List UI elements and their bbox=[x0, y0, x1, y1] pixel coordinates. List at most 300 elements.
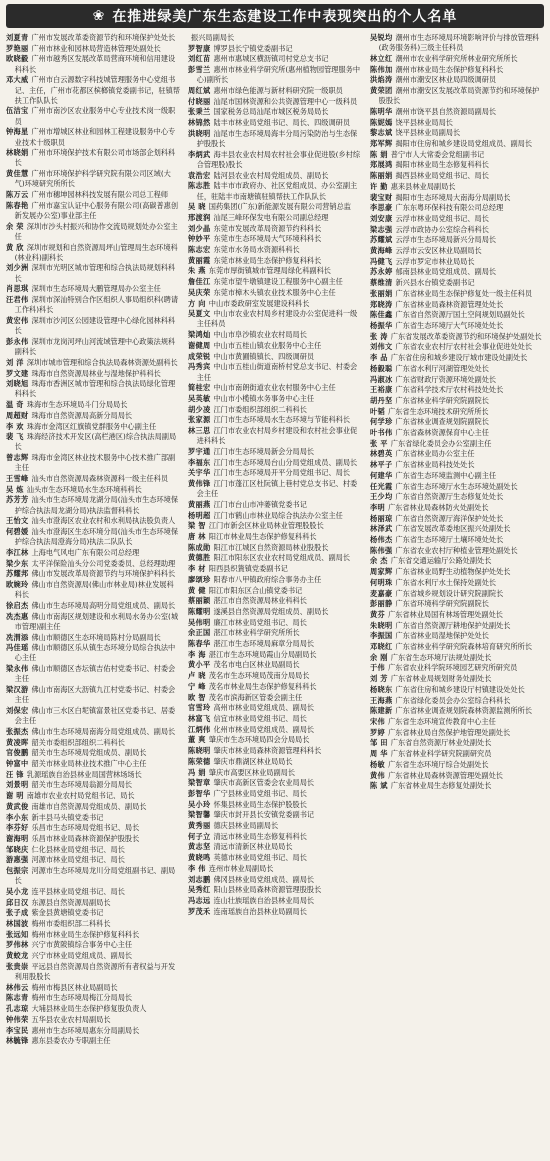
person-name: 廖颂珍 bbox=[188, 574, 211, 584]
list-item bbox=[6, 453, 180, 473]
person-name: 罗艳丽 bbox=[6, 43, 29, 53]
list-item bbox=[6, 664, 180, 684]
list-item bbox=[188, 479, 362, 499]
list-item bbox=[370, 375, 544, 385]
list-item bbox=[188, 150, 362, 170]
list-item bbox=[370, 621, 544, 631]
person-name: 陈志青 bbox=[6, 993, 29, 1003]
person-name: 江炳伟 bbox=[188, 724, 211, 734]
person-name: 唐 林 bbox=[188, 532, 206, 542]
list-item bbox=[6, 770, 180, 780]
person-name: 杨明超 bbox=[188, 510, 211, 520]
list-item bbox=[370, 449, 544, 459]
person-name: 黄凌晖 bbox=[6, 737, 29, 747]
list-item bbox=[370, 203, 544, 213]
person-name: 卢 晓 bbox=[188, 671, 206, 681]
list-item bbox=[188, 266, 362, 276]
person-affiliation: 广东省林业科学研究院森林培育研究所所长 bbox=[395, 642, 533, 652]
person-affiliation: 江门市生态环境局开平分局党组书记、局长 bbox=[213, 468, 351, 478]
list-item bbox=[370, 385, 544, 395]
list-item bbox=[370, 246, 544, 256]
list-item bbox=[188, 725, 362, 735]
person-affiliation: 揭阳市住房和城乡建设局党组成员、副局长 bbox=[395, 139, 533, 149]
list-item bbox=[188, 234, 362, 244]
person-name: 谢 明 bbox=[6, 791, 24, 801]
person-name: 游惠强 bbox=[6, 855, 29, 865]
person-name: 李明 bbox=[370, 502, 385, 512]
person-affiliation: 乳源瑶族自治县林业局国营林场场长 bbox=[26, 769, 142, 779]
list-item bbox=[6, 898, 180, 908]
person-name: 关宇华 bbox=[188, 468, 211, 478]
person-affiliation: 太平洋保险汕头分公司党委委员、总经理助理 bbox=[31, 558, 176, 568]
person-affiliation: 清远市清新区林业局局长 bbox=[213, 842, 293, 852]
list-item bbox=[188, 118, 362, 128]
list-item bbox=[370, 33, 544, 53]
person-name: 许 勤 bbox=[370, 181, 388, 191]
page-title: 在推进绿美广东生态建设工作中表现突出的个人名单 bbox=[112, 9, 458, 25]
list-item bbox=[6, 855, 180, 865]
list-item bbox=[188, 256, 362, 266]
person-name: 钟海星 bbox=[6, 127, 29, 137]
person-affiliation: 广东省城乡规划设计研究院副院长 bbox=[395, 588, 504, 598]
list-item bbox=[370, 128, 544, 138]
list-item bbox=[370, 471, 544, 481]
person-name: 林平子 bbox=[370, 460, 393, 470]
person-affiliation: 惠州市生态环境局惠东分局副局长 bbox=[31, 1025, 140, 1035]
person-affiliation: 惠来县林业局副局长 bbox=[390, 181, 456, 191]
person-name: 张子成 bbox=[6, 908, 29, 918]
person-name: 方 向 bbox=[188, 298, 206, 308]
person-affiliation: 梅州市委组织部二科科长 bbox=[31, 919, 111, 929]
list-item bbox=[188, 129, 362, 149]
person-affiliation: 汕尾市国林资源和公共资源管理中心一级科员 bbox=[213, 96, 358, 106]
person-name: 黄秀丽 bbox=[188, 821, 211, 831]
person-name: 林立红 bbox=[370, 53, 393, 63]
person-affiliation: 韶关市生态环境局党组成员、副局长 bbox=[31, 748, 147, 758]
list-item bbox=[188, 521, 362, 531]
list-item bbox=[6, 54, 180, 74]
person-affiliation: 清远市林业局生态修复科科长 bbox=[213, 831, 307, 841]
title-banner bbox=[6, 4, 544, 28]
person-name: 邓晓红 bbox=[370, 642, 393, 652]
person-affiliation: 揭阳市生态环境局大南海分局副局长 bbox=[395, 192, 511, 202]
person-name: 李江林 bbox=[6, 547, 29, 557]
list-item bbox=[188, 693, 362, 703]
person-name: 于伟 bbox=[370, 663, 385, 673]
list-item bbox=[6, 633, 180, 643]
person-affiliation: 怀集县林业局生态保护股股长 bbox=[213, 799, 307, 809]
person-affiliation: 汕尾三峰环保发电有限公司副总经理 bbox=[213, 212, 329, 222]
list-item bbox=[370, 107, 544, 117]
person-affiliation: 肇庆市鼎湖区林业局局长 bbox=[213, 756, 293, 766]
list-item bbox=[370, 771, 544, 781]
person-affiliation: 乐昌市生态环境局党组书记、局长 bbox=[31, 823, 140, 833]
list-item bbox=[188, 33, 362, 43]
person-affiliation: 惠州市绿色能源与新材料研究院一级职员 bbox=[213, 86, 343, 96]
person-affiliation: 深圳市沙河区公园建设管理中心绿化园林科科长 bbox=[14, 315, 176, 336]
person-name: 詹佳江 bbox=[188, 277, 211, 287]
person-name: 伍洁宝 bbox=[6, 106, 29, 116]
person-name: 李 品 bbox=[370, 353, 388, 363]
person-affiliation: 肇庆市封开县长安镇党委副书记 bbox=[213, 810, 315, 820]
list-item bbox=[188, 394, 362, 404]
list-item bbox=[6, 432, 180, 452]
person-name: 陈佳鑫 bbox=[370, 310, 393, 320]
list-item bbox=[6, 823, 180, 833]
list-item bbox=[6, 559, 180, 569]
person-name: 陈志宏 bbox=[188, 245, 211, 255]
person-affiliation: 广东省林业局生态保护修复处一级主任科员 bbox=[395, 288, 533, 298]
person-affiliation: 肇庆市林业局森林资源管理科科长 bbox=[213, 746, 322, 756]
person-affiliation: 潮州市林业局生态保护修复科科长 bbox=[395, 64, 504, 74]
person-name: 林锦然 bbox=[188, 118, 211, 128]
list-item bbox=[188, 97, 362, 107]
person-name: 胡丹坚 bbox=[370, 395, 393, 405]
person-affiliation: 汕头市澄海区农业农村和水利局执法股负责人 bbox=[31, 516, 176, 526]
person-name: 黄晓鸣 bbox=[188, 853, 211, 863]
list-item bbox=[6, 930, 180, 940]
person-affiliation: 广州市增城区林业和园林工程建设服务中心专业技术十级职员 bbox=[14, 127, 176, 147]
list-item bbox=[6, 44, 180, 54]
person-affiliation: 广东省自然资源厅国土空间规划局副处长 bbox=[395, 310, 525, 320]
person-affiliation: 兴宁市林业局党组成员、副局长 bbox=[31, 951, 133, 961]
person-affiliation: 陆河县农业农村局党组成员、副局长 bbox=[213, 170, 329, 180]
person-name: 吴 晓 bbox=[188, 202, 206, 212]
person-affiliation: 深圳市城市管理和综合执法局森林资源处副科长 bbox=[26, 357, 178, 367]
list-item bbox=[370, 760, 544, 770]
person-name: 梁鸿灿 bbox=[188, 330, 211, 340]
person-affiliation: 广东省林业局国有林场管理处副处长 bbox=[387, 609, 503, 619]
person-name: 陈志胜 bbox=[188, 181, 211, 191]
person-name: 袁浩宏 bbox=[188, 170, 211, 180]
person-affiliation: 茂名市林业局生态保护修复科科长 bbox=[208, 681, 317, 691]
person-affiliation: 广东省生态环境厅土壤环境处处长 bbox=[395, 535, 504, 545]
person-name: 王少均 bbox=[370, 492, 393, 502]
list-item bbox=[188, 44, 362, 54]
person-affiliation: 云浮市政协办公室综合科科长 bbox=[395, 224, 489, 234]
person-affiliation: 深圳市深汕特别合作区组织人事局组织科(聘请工作科)科长 bbox=[14, 295, 179, 315]
list-item bbox=[6, 190, 180, 200]
person-affiliation: 广东省自然资源厅生态修复处处长 bbox=[395, 492, 504, 502]
person-name: 吴英敏 bbox=[188, 393, 211, 403]
person-affiliation: 五华县农业农村局副局长 bbox=[31, 1014, 111, 1024]
list-item bbox=[6, 485, 180, 495]
person-name: 欧晓毅 bbox=[6, 54, 29, 64]
person-name: 梁智章 bbox=[188, 778, 211, 788]
person-affiliation: 广州市环境保护技术有限公司市场部企划科科长 bbox=[14, 148, 176, 168]
list-item bbox=[188, 628, 362, 638]
name-column-2 bbox=[188, 33, 362, 1154]
person-affiliation: 阳江市江城区自然资源局林业股股长 bbox=[213, 542, 329, 552]
person-name: 李芬好 bbox=[6, 823, 29, 833]
person-name: 苏永婷 bbox=[370, 267, 393, 277]
list-item bbox=[370, 321, 544, 331]
person-name: 彭丽静 bbox=[370, 599, 393, 609]
person-name: 朱晓明 bbox=[370, 620, 393, 630]
person-affiliation: 高州市林业局党组成员、副局长 bbox=[213, 703, 315, 713]
list-item bbox=[6, 940, 180, 950]
person-affiliation: 广东省自然资源厅林业处副处长 bbox=[390, 738, 492, 748]
list-item bbox=[6, 127, 180, 147]
list-item bbox=[370, 567, 544, 577]
person-affiliation: 国药集团(广东)新能源发展有限公司营销总监 bbox=[208, 202, 351, 212]
person-name: 张家源 bbox=[188, 415, 211, 425]
person-affiliation: 饶平县林业局局长 bbox=[395, 117, 453, 127]
person-affiliation: 梅州市梅县区林业局副局长 bbox=[31, 982, 118, 992]
person-name: 林毓锋 bbox=[6, 1036, 29, 1046]
person-name: 陈万云 bbox=[6, 190, 29, 200]
person-name: 宋伟 bbox=[370, 717, 385, 726]
person-name: 刘少洲 bbox=[6, 263, 29, 273]
person-affiliation: 韶关市委组织部组织二科科长 bbox=[31, 737, 125, 747]
person-name: 王裕康 bbox=[370, 385, 393, 395]
list-item bbox=[188, 54, 362, 64]
person-name: 吴秀红 bbox=[188, 885, 211, 895]
person-name: 余 杰 bbox=[370, 556, 388, 566]
person-name: 黄海峰 bbox=[370, 246, 393, 256]
list-item bbox=[6, 962, 180, 982]
person-name: 温 奇 bbox=[6, 400, 24, 410]
list-item bbox=[370, 492, 544, 502]
person-name: 叶书伟 bbox=[370, 428, 393, 438]
person-affiliation: 汕尾市生态环境局海丰分局污染防治与生态保护股股长 bbox=[196, 128, 358, 149]
list-item bbox=[188, 245, 362, 255]
list-item bbox=[370, 482, 544, 492]
person-name: 叶韬 bbox=[370, 406, 385, 416]
list-item bbox=[370, 717, 544, 727]
person-name: 黄 健 bbox=[188, 585, 206, 595]
list-item bbox=[370, 171, 544, 181]
person-affiliation: 阳江市阳东区农业农村局党组成员、副局长 bbox=[213, 553, 351, 563]
list-item bbox=[188, 468, 362, 478]
list-item bbox=[370, 578, 544, 588]
person-affiliation: 河源市林业局党组书记、局长 bbox=[31, 855, 125, 865]
person-name: 谢健周 bbox=[188, 340, 211, 350]
list-item bbox=[6, 358, 180, 368]
person-name: 何建华 bbox=[370, 470, 393, 480]
list-item bbox=[188, 341, 362, 351]
person-affiliation: 连山壮族瑶族自治县林业局局长 bbox=[213, 895, 315, 905]
list-item bbox=[370, 182, 544, 192]
person-name: 杨丽琼 bbox=[370, 513, 393, 523]
person-name: 胡少凌 bbox=[188, 404, 211, 414]
person-name: 吴锐均 bbox=[370, 33, 393, 42]
list-item bbox=[6, 569, 180, 579]
person-name: 李 欢 bbox=[6, 421, 24, 431]
person-name: 罗茂禾 bbox=[188, 906, 211, 916]
person-affiliation: 潮州市潮安区发展改革局资源节约和环境保护股股长 bbox=[378, 86, 540, 106]
person-affiliation: 揭阳市林业局生态修复科科长 bbox=[395, 160, 489, 170]
list-item bbox=[370, 289, 544, 299]
person-affiliation: 广东省水利厅河湖管理处处长 bbox=[395, 363, 489, 373]
person-affiliation: 佛山市南海区规划建设和水利局水务办公室(城市管理)副主任 bbox=[14, 611, 179, 631]
list-item bbox=[6, 780, 180, 790]
person-affiliation: 振兴局副局长 bbox=[191, 33, 235, 42]
person-affiliation: 广东省林业局生态修复处副处长 bbox=[390, 781, 492, 791]
person-name: 冯佳瑶 bbox=[6, 643, 29, 653]
list-item bbox=[188, 778, 362, 788]
person-affiliation: 佛山市发展改革局资源节约与环境保护科科长 bbox=[31, 569, 176, 579]
person-name: 汪 锋 bbox=[6, 769, 24, 779]
list-item bbox=[188, 532, 362, 542]
list-item bbox=[370, 599, 544, 609]
person-name: 李振国 bbox=[370, 631, 393, 641]
person-affiliation: 阳山县林业局森林资源管理股股长 bbox=[213, 885, 322, 895]
person-name: 林泽武 bbox=[370, 524, 393, 534]
list-item bbox=[6, 706, 180, 726]
person-affiliation: 肇庆市生态环境局四会分局局长 bbox=[208, 735, 310, 745]
person-affiliation: 深圳市规划和自然资源局坪山管理局生态环境科(林业科)副科长 bbox=[14, 242, 178, 262]
list-item bbox=[370, 460, 544, 470]
person-affiliation: 新丰县马头镇党委书记 bbox=[31, 812, 104, 822]
list-item bbox=[188, 277, 362, 287]
person-name: 杨毅聪 bbox=[370, 363, 393, 373]
list-item bbox=[370, 674, 544, 684]
list-item bbox=[370, 524, 544, 534]
list-item bbox=[370, 728, 544, 738]
person-affiliation: 汕头市自然资源局森林资源科一级主任科员 bbox=[31, 474, 169, 484]
person-affiliation: 惠州市林业科学研究所(惠州植物园管理服务中心)副所长 bbox=[196, 65, 361, 85]
person-affiliation: 阳江市林业局生态保护修复科科长 bbox=[208, 532, 317, 542]
person-name: 梁志强 bbox=[370, 224, 393, 234]
person-name: 吴 炼 bbox=[6, 484, 24, 494]
person-affiliation: 广东省农业科学院环境园艺研究所研究员 bbox=[387, 663, 518, 673]
person-name: 陈耀明 bbox=[188, 606, 211, 616]
person-name: 谢海明 bbox=[6, 833, 29, 843]
person-affiliation: 广东省发展改革委地区振兴处副处长 bbox=[395, 524, 511, 534]
person-name: 杨敏 bbox=[370, 759, 385, 769]
person-affiliation: 珠海市金湾区红旗镇党群服务中心副主任 bbox=[26, 421, 157, 431]
list-item bbox=[188, 864, 362, 874]
person-affiliation: 广东省林业局森林防火处副处长 bbox=[387, 502, 489, 512]
person-name: 黄荣团 bbox=[370, 86, 393, 96]
person-affiliation: 英德市林业局党组书记、局长 bbox=[213, 853, 307, 863]
list-item bbox=[6, 845, 180, 855]
list-item bbox=[188, 735, 362, 745]
list-item bbox=[370, 696, 544, 706]
list-item bbox=[370, 364, 544, 374]
person-name: 吴小玲 bbox=[188, 799, 211, 809]
list-item bbox=[188, 309, 362, 329]
person-name: 黎志斌 bbox=[370, 128, 393, 138]
list-item bbox=[6, 887, 180, 897]
person-affiliation: 深圳市光明区城市管理和综合执法局规划科科长 bbox=[14, 263, 176, 283]
person-affiliation: 广东省林业局森林资源管理处副处长 bbox=[387, 770, 503, 780]
person-name: 何子立 bbox=[188, 831, 211, 841]
person-affiliation: 南雄市自然资源局党组成员、副局长 bbox=[31, 801, 147, 811]
person-affiliation: 化州市林业局党组成员、副局长 bbox=[213, 724, 315, 734]
person-affiliation: 湛江市生态环境局麻章分局局长 bbox=[213, 639, 315, 649]
person-name: 钟伟荣 bbox=[6, 1014, 29, 1024]
person-affiliation: 茂名市生态环境局茂南分局局长 bbox=[208, 671, 310, 681]
person-name: 陈成勋 bbox=[188, 542, 211, 552]
list-item bbox=[188, 639, 362, 649]
person-name: 冯志远 bbox=[188, 895, 211, 905]
person-affiliation: 广东省林业局自然保护地管理处副处长 bbox=[387, 727, 511, 737]
person-affiliation: 中山市五桂山镇农业服务中心主任 bbox=[213, 340, 322, 350]
list-item bbox=[370, 653, 544, 663]
person-affiliation: 佛山市自然资源局(佛山市林业局)林业发展科科长 bbox=[14, 580, 174, 600]
list-item bbox=[188, 800, 362, 810]
person-name: 简桂宏 bbox=[188, 383, 211, 393]
person-name: 陈 斌 bbox=[370, 781, 388, 791]
list-item bbox=[6, 337, 180, 357]
person-name: 刘夏青 bbox=[6, 33, 29, 42]
list-item bbox=[370, 556, 544, 566]
list-item bbox=[6, 834, 180, 844]
person-name: 李 海 bbox=[188, 649, 206, 659]
person-name: 陈晓明 bbox=[188, 746, 211, 756]
person-name: 黄志坚 bbox=[188, 842, 211, 852]
list-item bbox=[6, 474, 180, 484]
list-item bbox=[188, 757, 362, 767]
person-affiliation: 东莞市林业局生态保护修复科科长 bbox=[213, 255, 322, 265]
list-item bbox=[188, 362, 362, 382]
person-name: 张秉兰 bbox=[188, 107, 211, 117]
person-name: 罗伟林 bbox=[6, 940, 29, 950]
person-affiliation: 广东东粤环保科技有限公司总经理 bbox=[395, 203, 504, 213]
person-affiliation: 紫金县黄塘镇党委书记 bbox=[31, 908, 104, 918]
person-name: 郑展鸿 bbox=[370, 160, 393, 170]
list-item bbox=[6, 222, 180, 242]
person-affiliation: 佛山市生态环境局高明分局党组成员、副局长 bbox=[31, 600, 176, 610]
person-affiliation: 广东省自然资源厅耕地保护处副处长 bbox=[395, 620, 511, 630]
person-affiliation: 湛江市林业科学研究所所长 bbox=[213, 628, 300, 638]
list-item bbox=[188, 821, 362, 831]
person-name: 林晓娟 bbox=[6, 148, 29, 158]
person-affiliation: 东莞市发展改革局资源节约科科长 bbox=[213, 223, 322, 233]
person-affiliation: 广东省绿化委员会办公室副主任 bbox=[390, 438, 492, 448]
person-name: 余 刚 bbox=[370, 652, 388, 662]
name-column-3 bbox=[370, 33, 544, 1154]
person-name: 周超财 bbox=[6, 410, 29, 420]
person-name: 陈伟加 bbox=[370, 64, 393, 74]
list-item bbox=[6, 243, 180, 263]
list-item bbox=[188, 768, 362, 778]
person-name: 王海燕 bbox=[370, 695, 393, 705]
person-affiliation: 江门市生态环境局水生态环境与节能科科长 bbox=[213, 415, 351, 425]
list-item bbox=[188, 171, 362, 181]
list-item bbox=[6, 791, 180, 801]
person-affiliation: 大埔县林业局生态保护修复股负责人 bbox=[31, 1004, 147, 1014]
person-affiliation: 德庆县林业局副局长 bbox=[213, 821, 279, 831]
person-name: 黄佳慧 bbox=[6, 169, 29, 179]
person-affiliation: 佛山市南海区大沥镇九江村党委书记、村委会主任 bbox=[14, 685, 176, 705]
page bbox=[0, 4, 550, 1161]
list-item bbox=[370, 75, 544, 85]
person-name: 钟富中 bbox=[6, 759, 29, 769]
person-affiliation: 兴宁市黄陂镇综合事务中心主任 bbox=[31, 940, 133, 950]
person-affiliation: 江门市蓬江区杜阮镇上巷村党总支书记、村委会主任 bbox=[196, 479, 358, 499]
person-name: 官俊鹏 bbox=[6, 748, 29, 758]
list-item bbox=[370, 310, 544, 320]
list-item bbox=[188, 789, 362, 799]
list-item bbox=[188, 714, 362, 724]
person-affiliation: 广东省生态环境厅综合处副处长 bbox=[387, 759, 489, 769]
person-name: 林碧英 bbox=[370, 449, 393, 459]
person-affiliation: 珠海市金湾区林业技术服务中心技术推广部副主任 bbox=[14, 453, 176, 473]
list-item bbox=[188, 447, 362, 457]
person-affiliation: 江门市生态环境局新会分局局长 bbox=[213, 446, 315, 456]
person-affiliation: 中山市五桂山街道南桥村党总支书记、村委会主任 bbox=[196, 362, 358, 382]
list-item bbox=[188, 181, 362, 201]
person-affiliation: 郁南县林业局党组成员、副局长 bbox=[395, 267, 497, 277]
person-affiliation: 广东省林业局野生动植物保护处处长 bbox=[395, 567, 511, 577]
person-affiliation: 广东省森林资源保育中心主任 bbox=[395, 428, 489, 438]
person-name: 官雪玲 bbox=[188, 703, 211, 713]
list-item bbox=[188, 564, 362, 574]
person-name: 黄伟 bbox=[370, 770, 385, 780]
